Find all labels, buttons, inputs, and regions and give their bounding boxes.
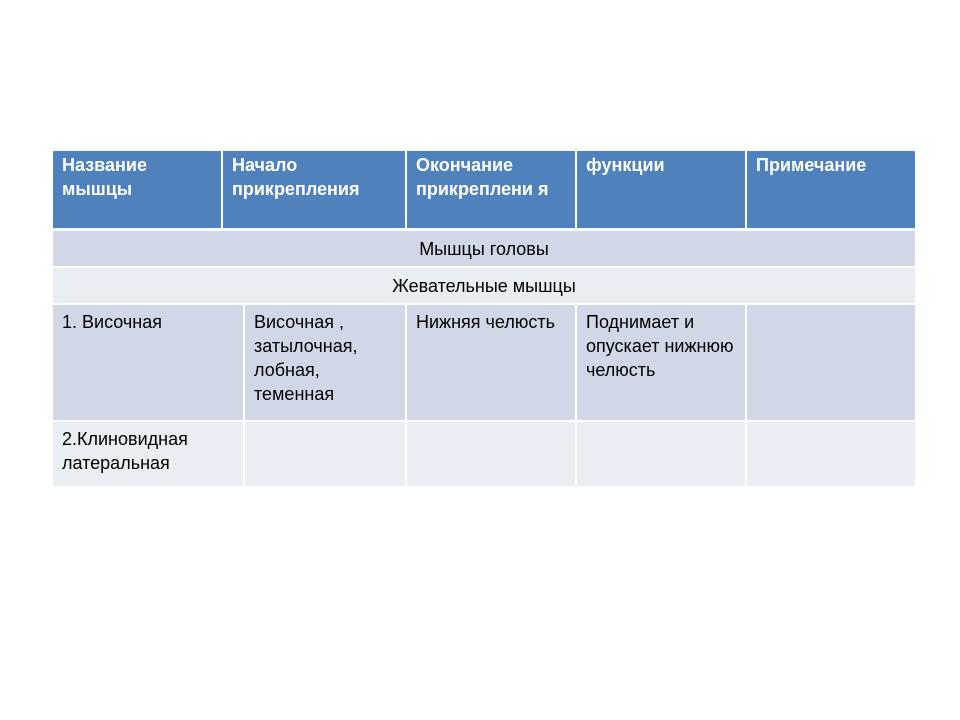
cell-note — [747, 305, 915, 420]
cell-muscle-name: 2.Клиновидная латеральная — [53, 422, 245, 486]
header-insertion: Окончание прикреплени я — [407, 151, 577, 228]
subsection-title: Жевательные мышцы — [392, 275, 576, 296]
cell-muscle-name: 1. Височная — [53, 305, 245, 420]
cell-note — [747, 422, 915, 486]
header-note: Примечание — [756, 155, 867, 175]
cell-origin — [245, 422, 407, 486]
header-origin: Начало прикрепления — [223, 151, 407, 228]
cell-functions — [577, 422, 747, 486]
header-muscle-name: Название мышцы — [53, 151, 223, 228]
section-title: Мышцы головы — [419, 238, 549, 259]
cell-insertion: Нижняя челюсть — [407, 305, 577, 420]
muscles-table — [53, 151, 915, 486]
table-row — [53, 422, 915, 486]
section-row-masticatory-muscles — [53, 268, 915, 305]
cell-functions: Поднимает и опускает нижнюю челюсть — [577, 305, 747, 420]
cell-insertion — [407, 422, 577, 486]
table-header-row — [53, 151, 915, 231]
table-row — [53, 305, 915, 422]
section-row-head-muscles — [53, 231, 915, 268]
header-functions: функции — [577, 151, 747, 228]
cell-origin: Височная , затылочная, лобная, теменная — [245, 305, 407, 420]
